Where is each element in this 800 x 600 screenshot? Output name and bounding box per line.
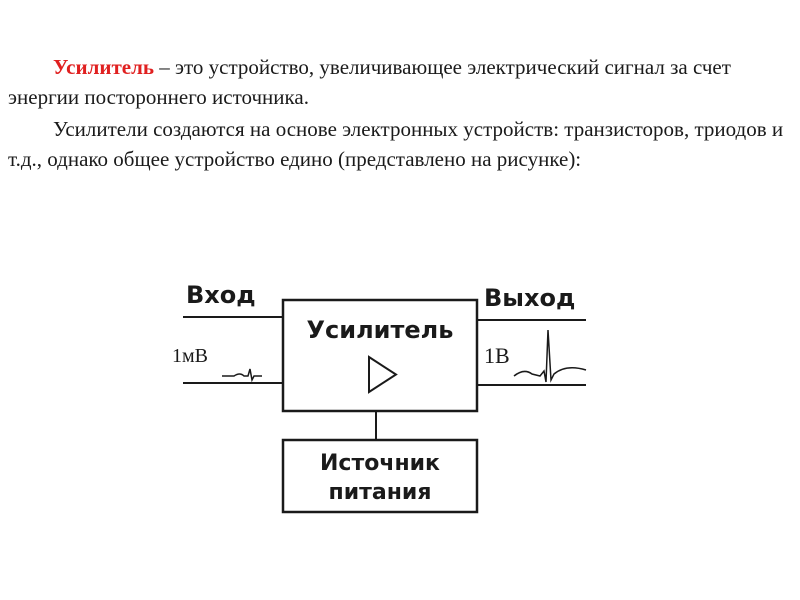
input-pulse-icon xyxy=(222,369,262,380)
amplifier-triangle-icon xyxy=(369,357,396,392)
output-signal-label: 1В xyxy=(484,343,510,368)
input-signal-label: 1мВ xyxy=(172,345,208,367)
amplifier-term: Усилитель xyxy=(53,55,154,79)
power-label-line2: питания xyxy=(328,480,432,505)
power-label-line1: Источник xyxy=(320,451,440,476)
output-label: Выход xyxy=(484,284,576,312)
output-pulse-icon xyxy=(514,330,586,382)
amplifier-label: Усилитель xyxy=(306,316,454,344)
definition-text: – это устройство, увеличивающее электрический сигнал за счет энергии постороннего источника. xyxy=(8,55,731,109)
description-paragraph: Усилители создаются на основе электронных устройств: транзисторов, триодов и т.д., однако общее устройство едино (представлено на рисунке): xyxy=(8,117,784,171)
input-label: Вход xyxy=(186,281,256,309)
